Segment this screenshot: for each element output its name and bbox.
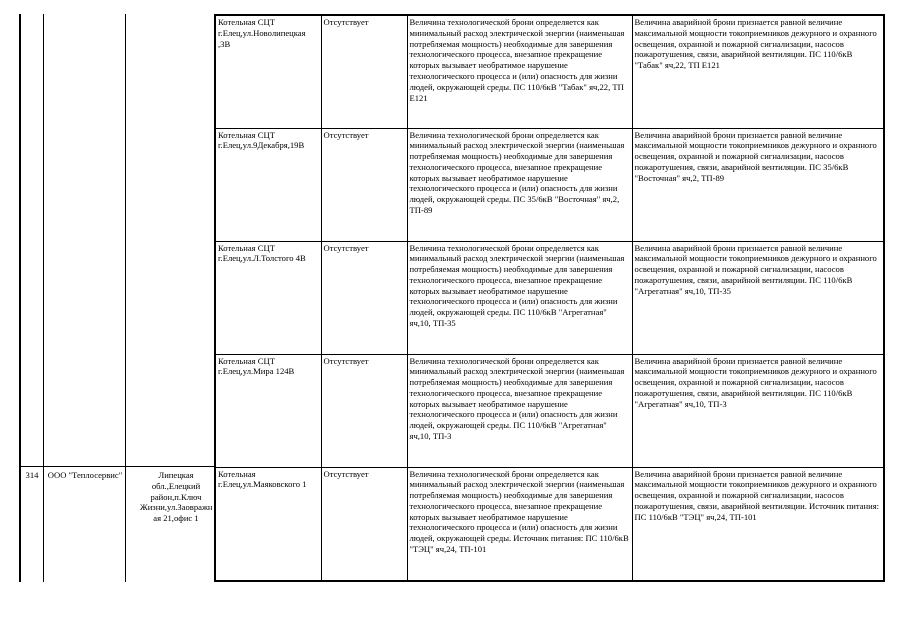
status-cell: Отсутствует xyxy=(321,467,407,581)
tech-reserve-cell: Величина технологической брони определяется как минимальный расход электрической энергии (наименьшая потребляемая мощность) необходимые для завершения технологического процесса, внезапное прекращение которых вызывает необратимое нарушение технологического процесса и (или) опасность для жизни людей, окружающей среды. ПС 110/6кВ "Агрегатная" яч,10, ТП-3 xyxy=(407,354,632,467)
organization-address: Липецкая обл.,Елецкий район,п.Ключ Жизни,ул.Заовражн ая 21,офис 1 xyxy=(140,470,213,524)
reserve-table xyxy=(214,14,885,582)
tech-reserve-cell: Величина технологической брони определяется как минимальный расход электрической энергии (наименьшая потребляемая мощность) необходимые для завершения технологического процесса, внезапное прекращение которых вызывает необратимое нарушение технологического процесса и (или) опасность для жизни людей, окружающей среды. ПС 110/6кВ "Агрегатная" яч,10, ТП-35 xyxy=(407,241,632,354)
row-separator xyxy=(19,466,215,467)
organization-name: ООО "Теплосервис" xyxy=(47,470,123,480)
emergency-reserve-cell: Величина аварийной брони признается равной величине максимальной мощности токоприемников дежурного и охранного освещения, охранной и пожарной сигнализации, насосов пожаротушения, связи, аварийной вентиляции. ПС 110/6кВ "Агрегатная" яч,10, ТП-35 xyxy=(632,241,884,354)
column-divider xyxy=(125,14,126,582)
facility-cell: Котельная СЦТ г.Елец,ул.Мира 124В xyxy=(215,354,321,467)
table-row xyxy=(215,354,884,467)
table-row xyxy=(215,128,884,241)
emergency-reserve-cell: Величина аварийной брони признается равной величине максимальной мощности токоприемников дежурного и охранного освещения, охранной и пожарной сигнализации, насосов пожаротушения, связи, аварийной вентиляции. Источник питания: ПС 110/6кВ "ТЭЦ" яч,24, ТП-101 xyxy=(632,467,884,581)
tech-reserve-cell: Величина технологической брони определяется как минимальный расход электрической энергии (наименьшая потребляемая мощность) необходимые для завершения технологического процесса, внезапное прекращение которых вызывает необратимое нарушение технологического процесса и (или) опасность для жизни людей, окружающей среды. ПС 110/6кВ "Табак" яч,22, ТП Е121 xyxy=(407,15,632,128)
facility-cell: Котельная г.Елец,ул.Маяковского 1 xyxy=(215,467,321,581)
tech-reserve-cell: Величина технологической брони определяется как минимальный расход электрической энергии (наименьшая потребляемая мощность) необходимые для завершения технологического процесса, внезапное прекращение которых вызывает необратимое нарушение технологического процесса и (или) опасность для жизни людей, окружающей среды. Источник питания: ПС 110/6кВ "ТЭЦ" яч,24, ТП-101 xyxy=(407,467,632,581)
status-cell: Отсутствует xyxy=(321,354,407,467)
facility-cell: Котельная СЦТ г.Елец,ул.Новолипецкая ,3В xyxy=(215,15,321,128)
tech-reserve-cell: Величина технологической брони определяется как минимальный расход электрической энергии (наименьшая потребляемая мощность) необходимые для завершения технологического процесса, внезапное прекращение которых вызывает необратимое нарушение технологического процесса и (или) опасность для жизни людей, окружающей среды. ПС 35/6кВ "Восточная" яч,2, ТП-89 xyxy=(407,128,632,241)
emergency-reserve-cell: Величина аварийной брони признается равной величине максимальной мощности токоприемников дежурного и охранного освещения, охранной и пожарной сигнализации, насосов пожаротушения, связи, аварийной вентиляции. ПС 35/6кВ "Восточная" яч,2, ТП-89 xyxy=(632,128,884,241)
entry-number: 314 xyxy=(25,470,39,480)
status-cell: Отсутствует xyxy=(321,15,407,128)
emergency-reserve-cell: Величина аварийной брони признается равной величине максимальной мощности токоприемников дежурного и охранного освещения, охранной и пожарной сигнализации, насосов пожаротушения, связи, аварийной вентиляции. ПС 110/6кВ "Табак" яч,22, ТП Е121 xyxy=(632,15,884,128)
table-row xyxy=(215,467,884,581)
facility-cell: Котельная СЦТ г.Елец,ул.9Декабря,19В xyxy=(215,128,321,241)
column-divider xyxy=(43,14,44,582)
emergency-reserve-cell: Величина аварийной брони признается равной величине максимальной мощности токоприемников дежурного и охранного освещения, охранной и пожарной сигнализации, насосов пожаротушения, связи, аварийной вентиляции. ПС 110/6кВ "Агрегатная" яч,10, ТП-3 xyxy=(632,354,884,467)
status-cell: Отсутствует xyxy=(321,128,407,241)
table-row xyxy=(215,241,884,354)
left-border-line xyxy=(19,14,21,582)
facility-cell: Котельная СЦТ г.Елец,ул.Л.Толстого 4В xyxy=(215,241,321,354)
status-cell: Отсутствует xyxy=(321,241,407,354)
table-row xyxy=(215,15,884,128)
